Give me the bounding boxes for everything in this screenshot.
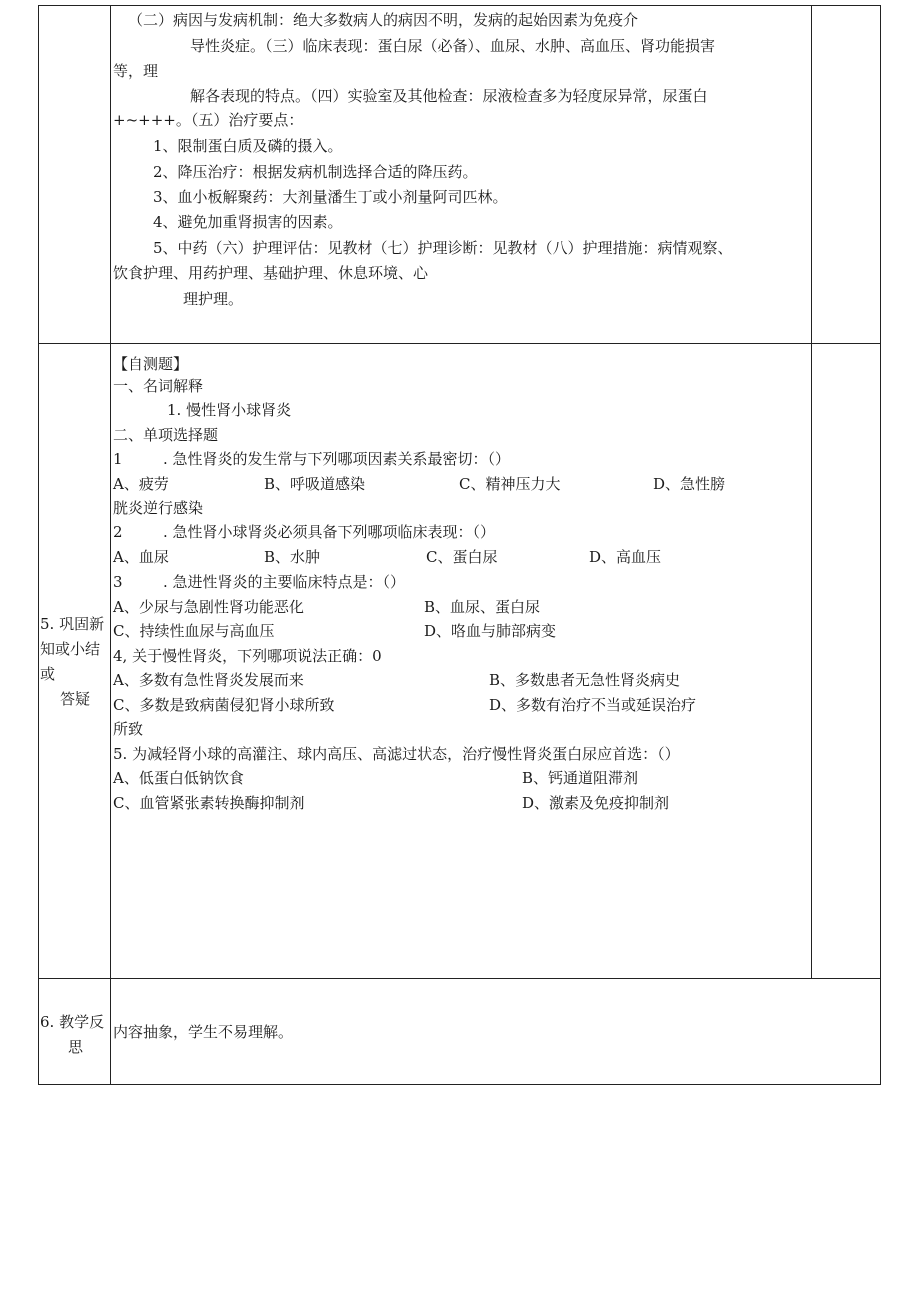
question-stem: . 急性肾小球肾炎必须具备下列哪项临床表现：（） — [163, 523, 496, 541]
option-b: B、血尿、蛋白尿 — [424, 598, 541, 616]
text-line: 饮食护理、用药护理、基础护理、休息环境、心 — [113, 264, 429, 282]
label-line: 6. 教学反 — [40, 1013, 105, 1031]
text-line: 解各表现的特点。（四）实验室及其他检查：尿液检查多为轻度尿异常，尿蛋白 — [190, 87, 708, 105]
text-line: 4、避免加重肾损害的因素。 — [153, 213, 343, 231]
row-divider-1 — [38, 343, 881, 344]
text-line: 理护理。 — [183, 290, 244, 308]
label-line: 5. 巩固新 — [40, 615, 105, 633]
text-line: 2、降压治疗：根据发病机制选择合适的降压药。 — [153, 163, 478, 181]
option-b: B、水肿 — [264, 548, 321, 566]
option-b: B、多数患者无急性肾炎病史 — [489, 671, 681, 689]
option-a: A、血尿 — [113, 548, 169, 566]
option-a: A、疲劳 — [113, 475, 169, 493]
notes-column-divider — [811, 5, 812, 979]
option-b: B、钙通道阻滞剂 — [522, 769, 639, 787]
option-b: B、呼吸道感染 — [264, 475, 366, 493]
option-c: C、持续性血尿与高血压 — [113, 622, 275, 640]
option-a: A、少尿与急剧性肾功能恶化 — [113, 598, 304, 616]
question-stem: . 急性肾炎的发生常与下列哪项因素关系最密切：（） — [163, 450, 511, 468]
table-left-border — [38, 5, 39, 1085]
option-c: C、血管紧张素转换酶抑制剂 — [113, 794, 305, 812]
option-d: D、激素及免疫抑制剂 — [522, 794, 670, 812]
text-line: 等，理 — [113, 62, 159, 80]
question-number: 2 — [113, 523, 123, 541]
option-a: A、多数有急性肾炎发展而来 — [113, 671, 304, 689]
label-column-divider — [110, 5, 111, 1085]
option-d: D、咯血与肺部病变 — [424, 622, 557, 640]
option-continuation: 所致 — [113, 720, 144, 738]
self-test-heading: 【自测题】 — [113, 355, 189, 373]
label-line: 思 — [68, 1038, 84, 1056]
question-stem: . 急进性肾炎的主要临床特点是：（） — [163, 573, 406, 591]
option-c: C、精神压力大 — [459, 475, 561, 493]
label-line: 或 — [40, 665, 56, 683]
text-line: （二）病因与发病机制：绝大多数病人的病因不明，发病的起始因素为免疫介 — [128, 11, 639, 29]
term-item: 1. 慢性肾小球肾炎 — [167, 401, 292, 419]
section-title: 一、名词解释 — [113, 377, 204, 395]
text-line: 3、血小板解聚药：大剂量潘生丁或小剂量阿司匹林。 — [153, 188, 508, 206]
text-line: 导性炎症。（三）临床表现：蛋白尿（必备）、血尿、水肿、高血压、肾功能损害 — [190, 37, 716, 55]
option-continuation: 胱炎逆行感染 — [113, 499, 204, 517]
question-stem: 5. 为减轻肾小球的高灌注、球内高压、高滤过状态，治疗慢性肾炎蛋白尿应首选：（） — [113, 745, 680, 763]
row-divider-2 — [38, 978, 881, 979]
text-line: 1、限制蛋白质及磷的摄入。 — [153, 137, 343, 155]
option-d: D、多数有治疗不当或延误治疗 — [489, 696, 697, 714]
table-right-border — [880, 5, 881, 1085]
label-line: 答疑 — [60, 690, 91, 708]
option-d: D、急性膀 — [653, 475, 726, 493]
label-line: 知或小结 — [40, 640, 101, 658]
text-line: +~+++。（五）治疗要点： — [113, 111, 304, 129]
table-bottom-border — [38, 1084, 881, 1085]
reflection-text: 内容抽象，学生不易理解。 — [113, 1023, 294, 1041]
text-line: 5、中药（六）护理评估：见教材（七）护理诊断：见教材（八）护理措施：病情观察、 — [153, 239, 733, 257]
question-number: 1 — [113, 450, 123, 468]
option-c: C、蛋白尿 — [426, 548, 498, 566]
section-title: 二、单项选择题 — [113, 426, 219, 444]
option-c: C、多数是致病菌侵犯肾小球所致 — [113, 696, 335, 714]
option-a: A、低蛋白低钠饮食 — [113, 769, 244, 787]
table-top-border — [38, 5, 881, 6]
question-number: 3 — [113, 573, 123, 591]
option-d: D、高血压 — [589, 548, 662, 566]
question-stem: 4, 关于慢性肾炎，下列哪项说法正确：0 — [113, 647, 382, 665]
